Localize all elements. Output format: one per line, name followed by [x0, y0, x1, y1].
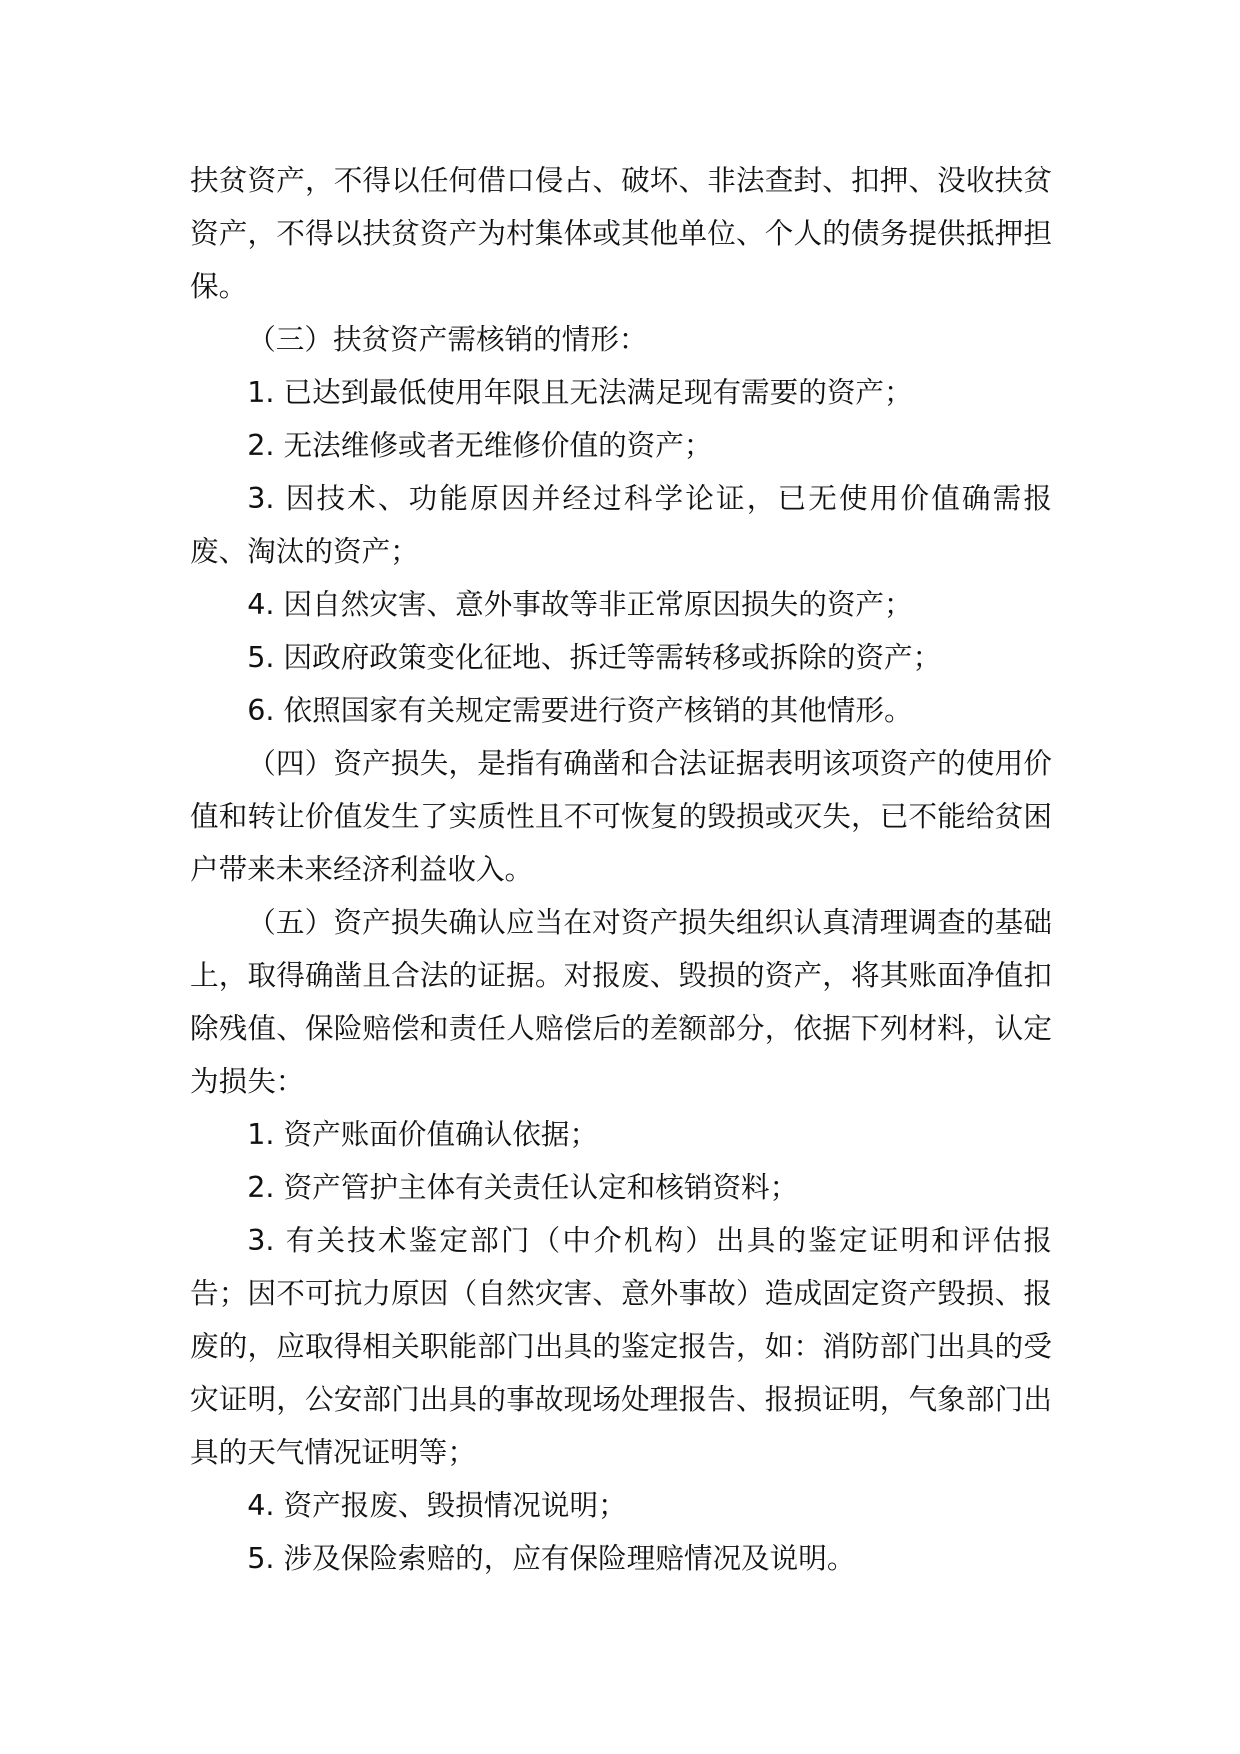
section-paragraph-four: （四）资产损失，是指有确凿和合法证据表明该项资产的使用价值和转让价值发生了实质性且不可恢复的毁损或灭失，已不能给贫困户带来未来经济利益收入。 [190, 746, 1052, 886]
paragraph-continuation: 扶贫资产，不得以任何借口侵占、破坏、非法查封、扣押、没收扶贫资产，不得以扶贫资产为村集体或其他单位、个人的债务提供抵押担保。 [190, 163, 1052, 303]
document-page [190, 154, 1052, 1585]
list-item: 1. 已达到最低使用年限且无法满足现有需要的资产； [247, 375, 913, 409]
section-heading-three: （三）扶贫资产需核销的情形： [247, 322, 648, 356]
list-item: 3. 因技术、功能原因并经过科学论证，已无使用价值确需报废、淘汰的资产； [190, 481, 1052, 568]
list-item: 3. 有关技术鉴定部门（中介机构）出具的鉴定证明和评估报告；因不可抗力原因（自然灾害、意外事故）造成固定资产毁损、报废的，应取得相关职能部门出具的鉴定报告，如：消防部门出具的受灾证明，公安部门出具的事故现场处理报告、报损证明，气象部门出具的天气情况证明等； [190, 1223, 1052, 1469]
list-item: 4. 因自然灾害、意外事故等非正常原因损失的资产； [247, 587, 913, 621]
list-item: 5. 因政府政策变化征地、拆迁等需转移或拆除的资产； [247, 640, 942, 674]
list-item: 5. 涉及保险索赔的，应有保险理赔情况及说明。 [247, 1541, 856, 1575]
list-item: 4. 资产报废、毁损情况说明； [247, 1488, 627, 1522]
section-paragraph-five: （五）资产损失确认应当在对资产损失组织认真清理调查的基础上，取得确凿且合法的证据。对报废、毁损的资产，将其账面净值扣除残值、保险赔偿和责任人赔偿后的差额部分，依据下列材料，认定为损失： [190, 905, 1052, 1098]
list-item: 2. 无法维修或者无维修价值的资产； [247, 428, 713, 462]
list-item: 2. 资产管护主体有关责任认定和核销资料； [247, 1170, 799, 1204]
list-item: 6. 依照国家有关规定需要进行资产核销的其他情形。 [247, 693, 913, 727]
list-item: 1. 资产账面价值确认依据； [247, 1117, 599, 1151]
